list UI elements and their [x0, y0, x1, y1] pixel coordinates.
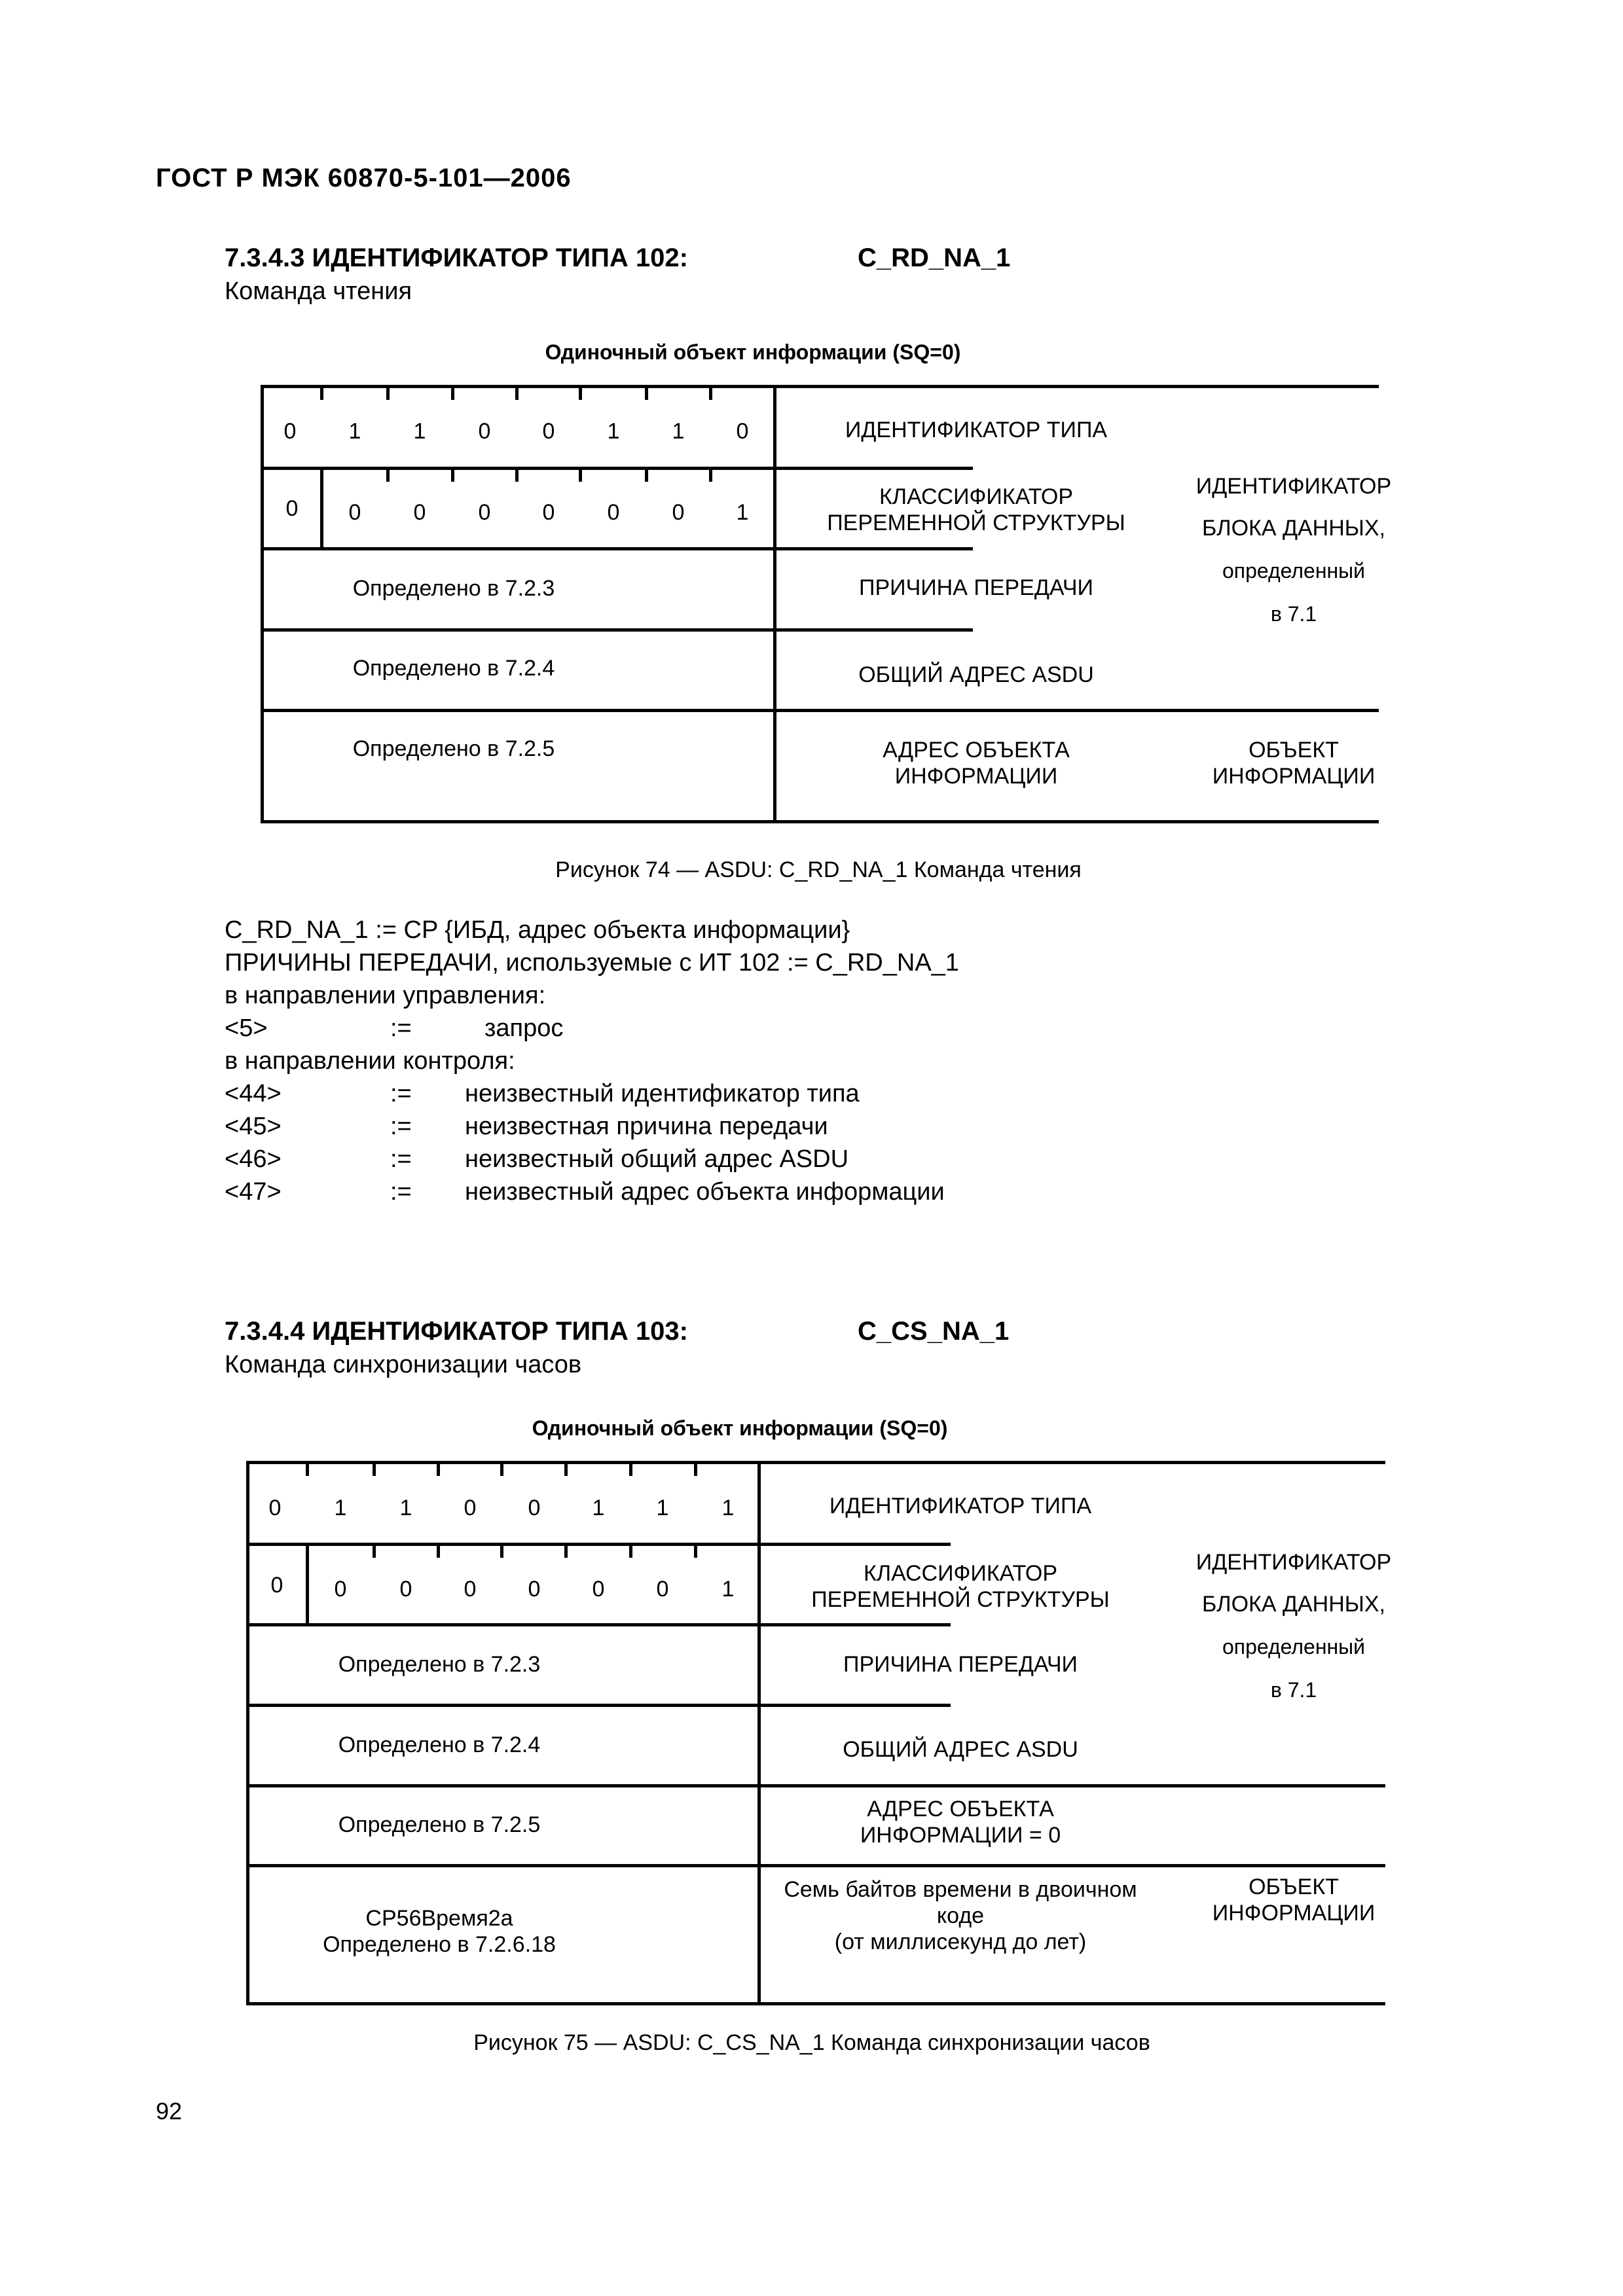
label-common-address: ОБЩИЙ АДРЕС ASDU — [858, 662, 1094, 687]
cot-operator: := — [390, 1178, 412, 1206]
dui-line-4: в 7.1 — [1270, 602, 1317, 626]
field-time-ref: Определено в 7.2.6.18 — [323, 1932, 556, 1957]
label-vsq-line-2: ПЕРЕМЕННОЙ СТРУКТУРЫ — [811, 1587, 1110, 1612]
dui-line-4: в 7.1 — [1270, 1678, 1317, 1702]
label-time-line-1: Семь байтов времени в двоичном — [784, 1877, 1137, 1902]
bit-8: 0 — [270, 1573, 283, 1598]
bit-7: 0 — [348, 500, 361, 525]
figure-75-caption: Рисунок 75 — ASDU: C_CS_NA_1 Команда синхронизации часов — [473, 2030, 1150, 2055]
bit-3: 0 — [607, 500, 620, 525]
label-cot: ПРИЧИНА ПЕРЕДАЧИ — [843, 1652, 1078, 1677]
figure-75-label: Одиночный объект информации (SQ=0) — [532, 1416, 948, 1440]
label-time-line-3: (от миллисекунд до лет) — [834, 1929, 1087, 1954]
section-2-title: 7.3.4.4 ИДЕНТИФИКАТОР ТИПА 103: — [225, 1317, 688, 1346]
control-direction-heading: в направлении управления: — [225, 982, 546, 1009]
cot-code: <47> — [225, 1178, 282, 1206]
label-ioa-line-2: ИНФОРМАЦИИ = 0 — [860, 1823, 1061, 1848]
dui-line-1: ИДЕНТИФИКАТОР — [1195, 474, 1392, 499]
document-header: ГОСТ Р МЭК 60870-5-101—2006 — [156, 164, 572, 192]
bit-7: 0 — [334, 1577, 347, 1602]
cot-code: <5> — [225, 1014, 268, 1042]
label-ioa-line-1: АДРЕС ОБЪЕКТА — [883, 738, 1070, 762]
bit-5: 0 — [478, 419, 491, 444]
field-ioa: Определено в 7.2.5 — [338, 1812, 541, 1837]
bit-1: 1 — [721, 1496, 735, 1520]
bit-3: 1 — [607, 419, 620, 444]
field-cot: Определено в 7.2.3 — [352, 576, 555, 601]
bit-6: 0 — [399, 1577, 412, 1602]
bit-8: 0 — [285, 496, 299, 521]
bit-1: 0 — [736, 419, 749, 444]
label-ioa-line-2: ИНФОРМАЦИИ — [894, 764, 1058, 789]
bit-7: 1 — [334, 1496, 347, 1520]
label-common-address: ОБЩИЙ АДРЕС ASDU — [843, 1737, 1078, 1762]
cot-heading: ПРИЧИНЫ ПЕРЕДАЧИ, используемые с ИТ 102 := C_RD_NA_1 — [225, 949, 959, 977]
bit-5: 0 — [464, 1496, 477, 1520]
dui-line-1: ИДЕНТИФИКАТОР — [1195, 1550, 1392, 1575]
bit-8: 0 — [283, 419, 297, 444]
label-type-id: ИДЕНТИФИКАТОР ТИПА — [845, 418, 1108, 442]
bit-6: 1 — [399, 1496, 412, 1520]
section-1-code: C_RD_NA_1 — [858, 243, 1011, 272]
io-line-2: ИНФОРМАЦИИ — [1212, 764, 1376, 789]
cot-code: <44> — [225, 1080, 282, 1107]
cot-operator: := — [390, 1014, 412, 1042]
section-2-code: C_CS_NA_1 — [858, 1317, 1010, 1346]
bit-2: 1 — [656, 1496, 669, 1520]
io-line-1: ОБЪЕКТ — [1249, 738, 1339, 762]
cot-operator: := — [390, 1113, 412, 1140]
label-vsq-line-2: ПЕРЕМЕННОЙ СТРУКТУРЫ — [827, 511, 1125, 535]
label-time-line-2: коде — [936, 1903, 985, 1928]
bit-8: 0 — [268, 1496, 282, 1520]
bit-4: 0 — [542, 500, 555, 525]
bit-3: 1 — [592, 1496, 605, 1520]
bit-4: 0 — [542, 419, 555, 444]
bit-6: 1 — [413, 419, 426, 444]
cot-code: <46> — [225, 1145, 282, 1173]
label-vsq-line-1: КЛАССИФИКАТОР — [863, 1561, 1058, 1586]
cot-text: неизвестный общий адрес ASDU — [465, 1145, 849, 1173]
dui-line-2: БЛОКА ДАННЫХ, — [1201, 516, 1386, 541]
section-1-title: 7.3.4.3 ИДЕНТИФИКАТОР ТИПА 102: — [225, 243, 688, 272]
cot-text: запрос — [484, 1014, 564, 1042]
section-2-subtitle: Команда синхронизации часов — [225, 1351, 582, 1378]
cot-code: <45> — [225, 1113, 282, 1140]
cot-operator: := — [390, 1145, 412, 1173]
bit-2: 1 — [672, 419, 685, 444]
field-cot: Определено в 7.2.3 — [338, 1652, 541, 1677]
bit-2: 0 — [656, 1577, 669, 1602]
figure-74-label: Одиночный объект информации (SQ=0) — [545, 340, 961, 364]
bit-4: 0 — [528, 1577, 541, 1602]
cot-operator: := — [390, 1080, 412, 1107]
cot-text: неизвестный адрес объекта информации — [465, 1178, 945, 1206]
label-ioa-line-1: АДРЕС ОБЪЕКТА — [867, 1797, 1054, 1821]
field-time-name: CP56Время2а — [365, 1906, 513, 1931]
bit-1: 1 — [736, 500, 749, 525]
field-common-address: Определено в 7.2.4 — [338, 1732, 541, 1757]
cot-text: неизвестный идентификатор типа — [465, 1080, 860, 1107]
io-line-2: ИНФОРМАЦИИ — [1212, 1901, 1376, 1926]
label-vsq-line-1: КЛАССИФИКАТОР — [879, 484, 1074, 509]
bit-2: 0 — [672, 500, 685, 525]
bit-4: 0 — [528, 1496, 541, 1520]
bit-5: 0 — [478, 500, 491, 525]
section-1-subtitle: Команда чтения — [225, 278, 412, 305]
field-common-address: Определено в 7.2.4 — [352, 656, 555, 681]
bit-5: 0 — [464, 1577, 477, 1602]
label-cot: ПРИЧИНА ПЕРЕДАЧИ — [859, 575, 1093, 600]
cot-text: неизвестная причина передачи — [465, 1113, 828, 1140]
io-line-1: ОБЪЕКТ — [1249, 1874, 1339, 1899]
field-ioa: Определено в 7.2.5 — [352, 736, 555, 761]
bit-3: 0 — [592, 1577, 605, 1602]
dui-line-3: определенный — [1222, 559, 1366, 583]
dui-line-3: определенный — [1222, 1635, 1366, 1659]
label-type-id: ИДЕНТИФИКАТОР ТИПА — [829, 1494, 1092, 1518]
definition-line: C_RD_NA_1 := CP {ИБД, адрес объекта информации} — [225, 916, 850, 944]
bit-7: 1 — [348, 419, 361, 444]
page-number: 92 — [156, 2098, 183, 2125]
monitor-direction-heading: в направлении контроля: — [225, 1047, 515, 1075]
figure-74-caption: Рисунок 74 — ASDU: C_RD_NA_1 Команда чтения — [555, 857, 1082, 882]
dui-line-2: БЛОКА ДАННЫХ, — [1201, 1592, 1386, 1617]
bit-1: 1 — [721, 1577, 735, 1602]
bit-6: 0 — [413, 500, 426, 525]
